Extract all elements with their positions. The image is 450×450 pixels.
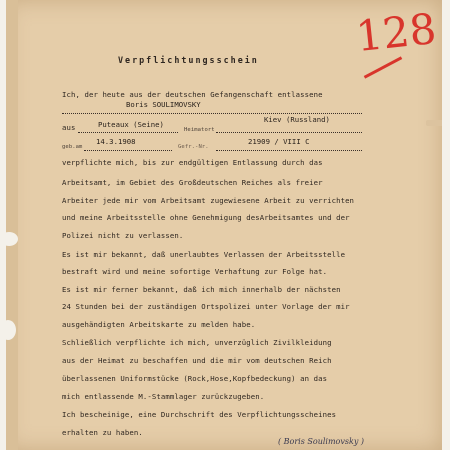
paragraph-4-line: überlassenen Uniformstücke (Rock,Hose,Kopfbedeckung) an das (62, 374, 328, 383)
intro-line: Ich, der heute aus der deutschen Gefangenschaft entlassene (62, 90, 323, 99)
paragraph-4-line: Schließlich verpflichte ich mich, unverzüglich Zivilkleidung (62, 338, 332, 347)
residence-prefix: aus (62, 123, 76, 132)
paragraph-4-line: mich entlassende M.-Stammlager zurückzugeben. (62, 392, 265, 401)
name-value: Boris SOULIMOVSKY (126, 100, 201, 109)
born-dotted-line (84, 150, 172, 151)
paper-edge (6, 0, 18, 450)
born-label: geb.am (62, 144, 83, 150)
name-dotted-line (62, 113, 362, 114)
signature-fragment: ( Boris Soulimovsky ) (278, 437, 365, 446)
paper-crease (426, 120, 442, 126)
document-sheet (6, 0, 442, 450)
handwritten-number-stamp: 128 (353, 3, 439, 62)
residence-dotted-line (78, 132, 178, 133)
paragraph-3-line: ausgehändigten Arbeitskarte zu melden habe. (62, 320, 256, 329)
hometown-label: Heimatort (184, 127, 215, 133)
document-title: Verpflichtungsschein (118, 55, 259, 65)
paragraph-5-line: Ich bescheinige, eine Durchschrift des Verpflichtungsscheines (62, 410, 337, 419)
born-date-value: 14.3.1908 (96, 137, 136, 146)
paragraph-1-line: Arbeitsamt, im Gebiet des Großdeutschen Reiches als freier (62, 178, 323, 187)
pow-number-dotted-line (216, 150, 362, 151)
pow-number-value: 21909 / VIII C (248, 137, 310, 146)
paragraph-5-line: erhalten zu haben. (62, 428, 143, 437)
pow-number-label: Gefr.-Nr. (178, 144, 209, 150)
hometown-dotted-line (216, 132, 362, 133)
paragraph-2-line: Es ist mir bekannt, daß unerlaubtes Verlassen der Arbeitsstelle (62, 250, 346, 259)
residence-value: Puteaux (Seine) (98, 120, 164, 129)
paragraph-1-line: verpflichte mich, bis zur endgültigen Entlassung durch das (62, 158, 323, 167)
paragraph-1-line: Arbeiter jede mir vom Arbeitsamt zugewiesene Arbeit zu verrichten (62, 196, 355, 205)
hometown-value: Kiev (Russland) (264, 115, 330, 124)
paragraph-1-line: Polizei nicht zu verlassen. (62, 231, 184, 240)
paragraph-3-line: Es ist mir ferner bekannt, daß ich mich innerhalb der nächsten (62, 285, 341, 294)
paragraph-3-line: 24 Stunden bei der zuständigen Ortspolizei unter Vorlage der mir (62, 302, 350, 311)
paragraph-4-line: aus der Heimat zu beschaffen und die mir vom deutschen Reich (62, 356, 332, 365)
paragraph-1-line: und meine Arbeitsstelle ohne Genehmigung desArbeitsamtes und der (62, 213, 350, 222)
paragraph-2-line: bestraft wird und meine sofortige Verhaftung zur Folge hat. (62, 267, 328, 276)
